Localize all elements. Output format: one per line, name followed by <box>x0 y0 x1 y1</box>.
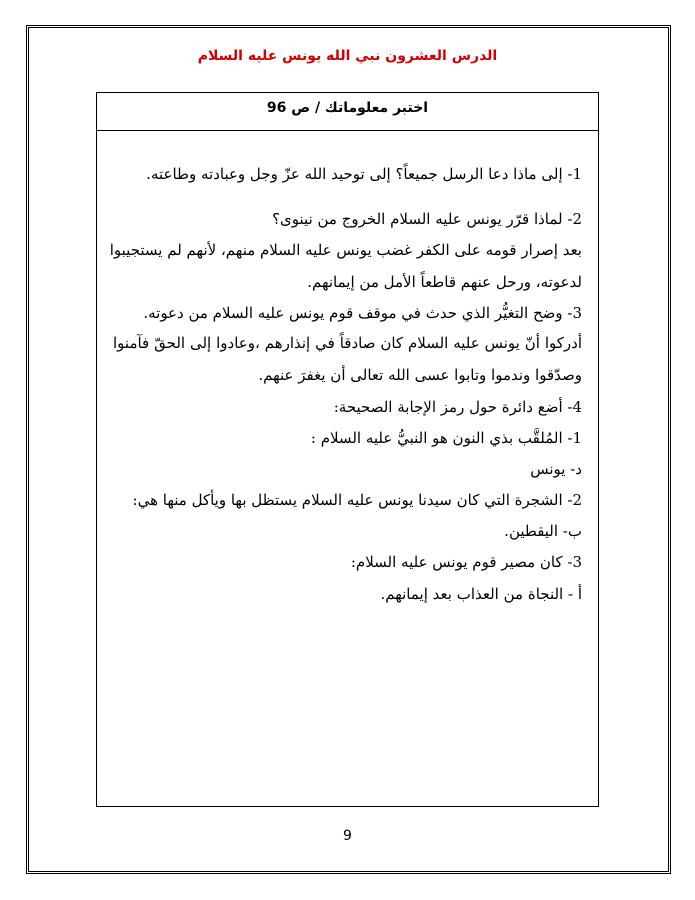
answer-line: 1- المُلقَّب بذي النون هو النبيُّ عليه السلام : <box>310 429 582 447</box>
answer-line: 2- الشجرة التي كان سيدنا يونس عليه السلام يستظل بها ويأكل منها هي: <box>132 491 582 509</box>
lesson-title: الدرس العشرون نبي الله يونس عليه السلام <box>197 48 498 64</box>
exercise-header: اختبر معلوماتك / ص 96 <box>97 93 598 131</box>
answer-line: د- يونس <box>530 460 582 478</box>
answer-line: 2- لماذا قرّر يونس عليه السلام الخروج من نينوى؟ <box>272 210 582 228</box>
page-number: 9 <box>343 828 352 844</box>
answer-line: أ - النجاة من العذاب بعد إيمانهم. <box>380 585 582 603</box>
answer-line: 1- إلى ماذا دعا الرسل جميعاً؟ إلى توحيد الله عزّ وجل وعبادته وطاعته. <box>146 165 582 183</box>
exercise-box <box>96 92 599 807</box>
answer-line: 4- أضع دائرة حول رمز الإجابة الصحيحة: <box>333 398 582 416</box>
answer-line: أدركوا أنّ يونس عليه السلام كان صادقاً في إنذارهم ،وعادوا إلى الحقّ فآمنوا <box>113 334 582 352</box>
answer-line: وصدّقوا وندموا وتابوا عسى الله تعالى أن يغفرَ عنهم. <box>258 366 582 384</box>
answer-line: 3- كان مصير قوم يونس عليه السلام: <box>350 553 582 571</box>
answer-line: ب- اليقطين. <box>504 522 582 540</box>
answer-line: بعد إصرار قومه على الكفر غضب يونس عليه السلام منهم، لأنهم لم يستجيبوا <box>109 241 582 259</box>
answer-line: 3- وضح التغيُّر الذي حدث في موقف قوم يونس عليه السلام من دعوته. <box>143 304 582 322</box>
answer-line: لدعوته، ورحل عنهم قاطعاً الأمل من إيمانهم. <box>307 273 582 291</box>
